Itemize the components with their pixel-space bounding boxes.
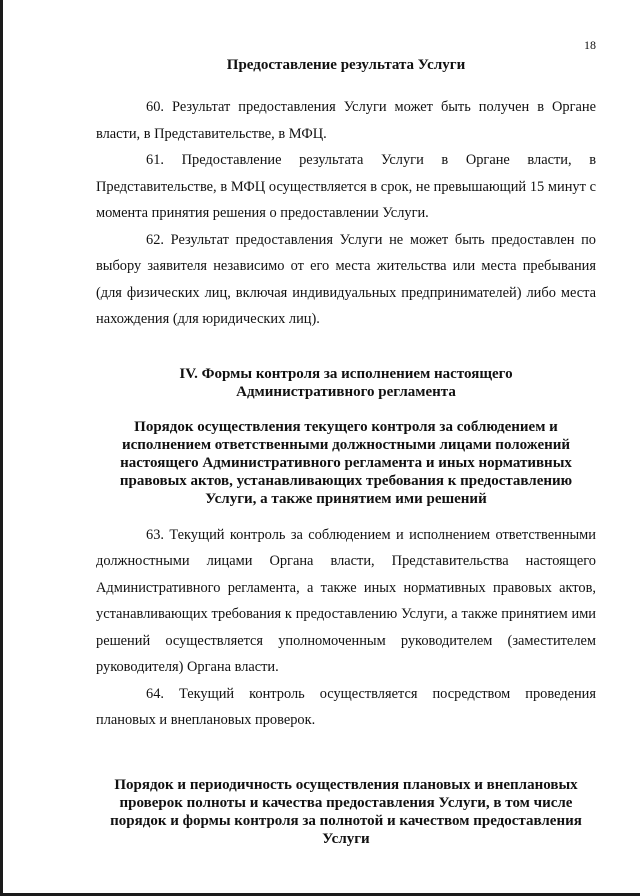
chapter-heading	[96, 365, 596, 401]
chapter-title-line-1: IV. Формы контроля за исполнением настоящего	[179, 365, 513, 382]
scan-edge-left	[0, 0, 3, 896]
paragraph-64: 64. Текущий контроль осуществляется посредством проведения плановых и внеплановых проверок.	[96, 685, 596, 728]
section-title-current-control: Порядок осуществления текущего контроля за соблюдением и исполнением ответственными должностными лицами положений настоящего Административного регламента и иных нормативных правовых актов, устанавливающих требования к предоставлению Услуги, а также принятием ими решений	[119, 418, 573, 507]
page-number: 18	[584, 38, 596, 52]
paragraph-61: 61. Предоставление результата Услуги в Органе власти, в Представительстве, в МФЦ осуществляется в срок, не превышающий 15 минут с момента принятия решения о предоставлении Услуги.	[96, 152, 596, 221]
section-title-inspections: Порядок и периодичность осуществления плановых и внеплановых проверок полноты и качества предоставления Услуги, в том числе порядок и формы контроля за полнотой и качеством предоставления Услуги	[110, 776, 582, 847]
chapter-title-line-2: Административного регламента	[236, 383, 456, 400]
document-body	[96, 56, 596, 848]
paragraph-60: 60. Результат предоставления Услуги может быть получен в Органе власти, в Представительстве, в МФЦ.	[96, 99, 596, 142]
section-title-result: Предоставление результата Услуги	[226, 57, 466, 73]
paragraph-63: 63. Текущий контроль за соблюдением и исполнением ответственными должностными лицами Органа власти, Представительства настоящего Административного регламента, а также иных нормативных правовых актов, устанавливающих требования к предоставлению Услуги, а также принятием ими решений осуществляется уполномоченным руководителем (заместителем руководителя) Органа власти.	[96, 526, 596, 675]
paragraph-62: 62. Результат предоставления Услуги не может быть предоставлен по выбору заявителя независимо от его места жительства или места пребывания (для физических лиц, включая индивидуальных предпринимателей) либо места нахождения (для юридических лиц).	[96, 231, 596, 327]
